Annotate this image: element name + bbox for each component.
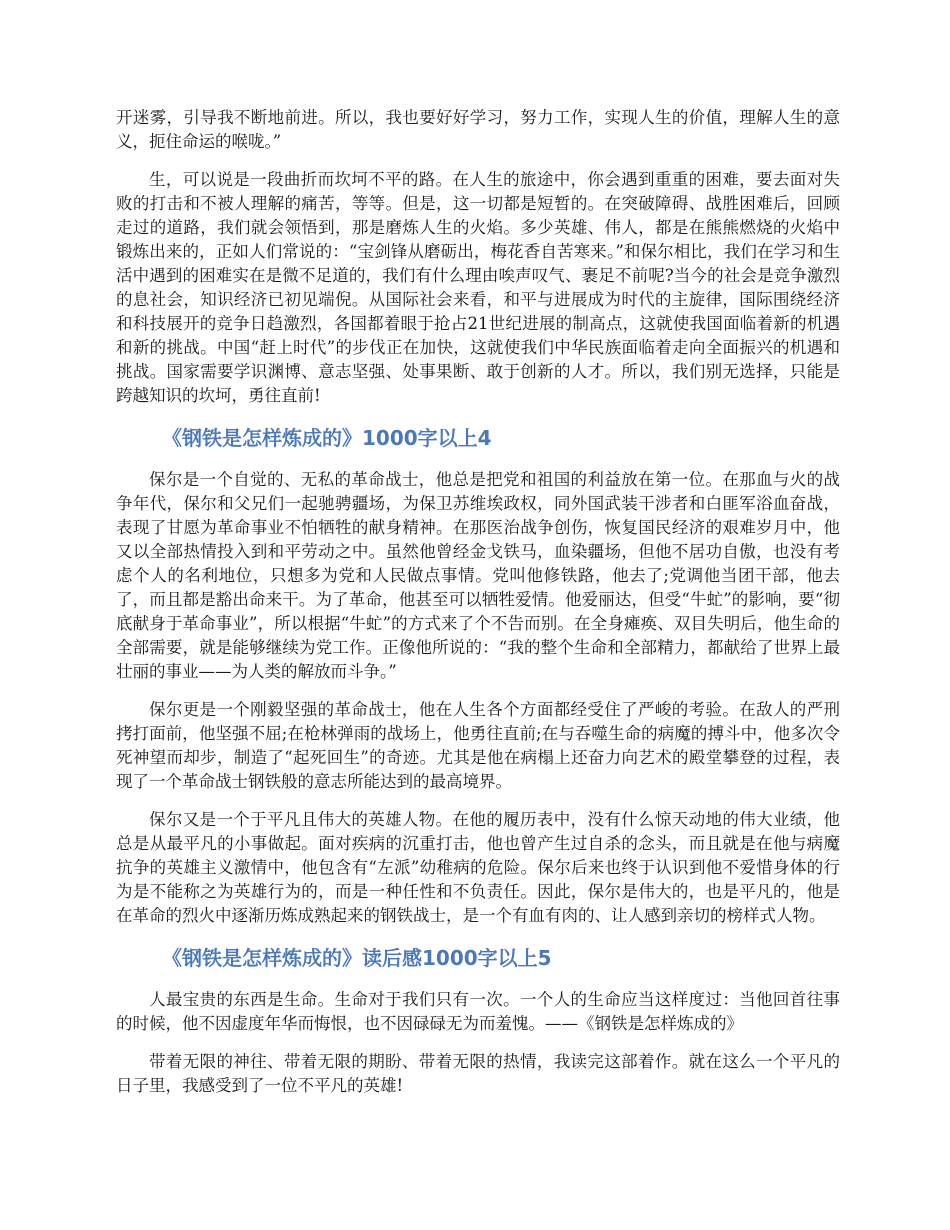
paragraph: 保尔更是一个刚毅坚强的革命战士，他在人生各个方面都经受住了严峻的考验。在敌人的严刑拷打面前，他坚强不屈;在枪林弹雨的战场上，他勇往直前;在与吞噬生命的病魔的搏斗中，他多次令死神望而却步，制造了“起死回生”的奇迹。尤其是他在病榻上还奋力向艺术的殿堂攀登的过程，表现了一个革命战士钢铁般的意志所能达到的最高境界。 — [116, 700, 840, 791]
paragraph: 带着无限的神往、带着无限的期盼、带着无限的热情，我读完这部着作。就在这么一个平凡的日子里，我感受到了一位不平凡的英雄! — [116, 1052, 840, 1095]
paragraph: 保尔是一个自觉的、无私的革命战士，他总是把党和祖国的利益放在第一位。在那血与火的战争年代，保尔和父兄们一起驰骋疆场，为保卫苏维埃政权，同外国武装干涉者和白匪军浴血奋战，表现了甘愿为革命事业不怕牺牲的献身精神。在那医治战争创伤，恢复国民经济的艰难岁月中，他又以全部热情投入到和平劳动之中。虽然他曾经金戈铁马，血染疆场，但他不居功自傲，也没有考虑个人的名利地位，只想多为党和人民做点事情。党叫他修铁路，他去了;党调他当团干部，他去了，而且都是豁出命来干。为了革命，他甚至可以牺牲爱情。他爱丽达，但受“牛虻”的影响，要“彻底献身于革命事业”，所以根据“牛虻”的方式来了个不告而别。在全身瘫痪、双目失明后，他生命的全部需要，就是能够继续为党工作。正像他所说的：“我的整个生命和全部精力，都献给了世界上最壮丽的事业——为人类的解放而斗争。” — [116, 470, 840, 681]
paragraph-continued: 开迷雾，引导我不断地前进。所以，我也要好好学习，努力工作，实现人生的价值，理解人生的意义，扼住命运的喉咙。” — [116, 108, 840, 151]
section-heading-4: 《钢铁是怎样炼成的》1000字以上4 — [162, 426, 492, 450]
paragraph: 人最宝贵的东西是生命。生命对于我们只有一次。一个人的生命应当这样度过：当他回首往事的时候，他不因虚度年华而悔恨，也不因碌碌无为而羞愧。——《钢铁是怎样炼成的》 — [116, 990, 840, 1033]
section-heading-5: 《钢铁是怎样炼成的》读后感1000字以上5 — [162, 946, 552, 970]
paragraph: 保尔又是一个于平凡且伟大的英雄人物。在他的履历表中，没有什么惊天动地的伟大业绩，他总是从最平凡的小事做起。面对疾病的沉重打击，他也曾产生过自杀的念头，而且就是在他与病魔抗争的英雄主义激情中，他包含有“左派”幼稚病的危险。保尔后来也终于认识到他不爱惜身体的行为是不能称之为英雄行为的，而是一种任性和不负责任。因此，保尔是伟大的，也是平凡的，他是在革命的烈火中逐渐历炼成熟起来的钢铁战士，是一个有血有肉的、让人感到亲切的榜样式人物。 — [116, 810, 840, 925]
paragraph: 生，可以说是一段曲折而坎坷不平的路。在人生的旅途中，你会遇到重重的困难，要去面对失败的打击和不被人理解的痛苦，等等。但是，这一切都是短暂的。在突破障碍、战胜困难后，回顾走过的道路，我们就会领悟到，那是磨炼人生的火焰。多少英雄、伟人，都是在熊熊燃烧的火焰中锻炼出来的，正如人们常说的：“宝剑锋从磨砺出，梅花香自苦寒来。”和保尔相比，我们在学习和生活中遇到的困难实在是微不足道的，我们有什么理由唉声叹气、裹足不前呢?当今的社会是竞争激烈的息社会，知识经济已初见端倪。从国际社会来看，和平与进展成为时代的主旋律，国际围绕经济和科技展开的竞争日趋激烈，各国都着眼于抢占21世纪进展的制高点，这就使我国面临着新的机遇和新的挑战。中国“赶上时代”的步伐正在加快，这就使我们中华民族面临着走向全面振兴的机遇和挑战。国家需要学识渊博、意志坚强、处事果断、敢于创新的人才。所以，我们别无选择，只能是跨越知识的坎坷，勇往直前! — [116, 170, 840, 405]
